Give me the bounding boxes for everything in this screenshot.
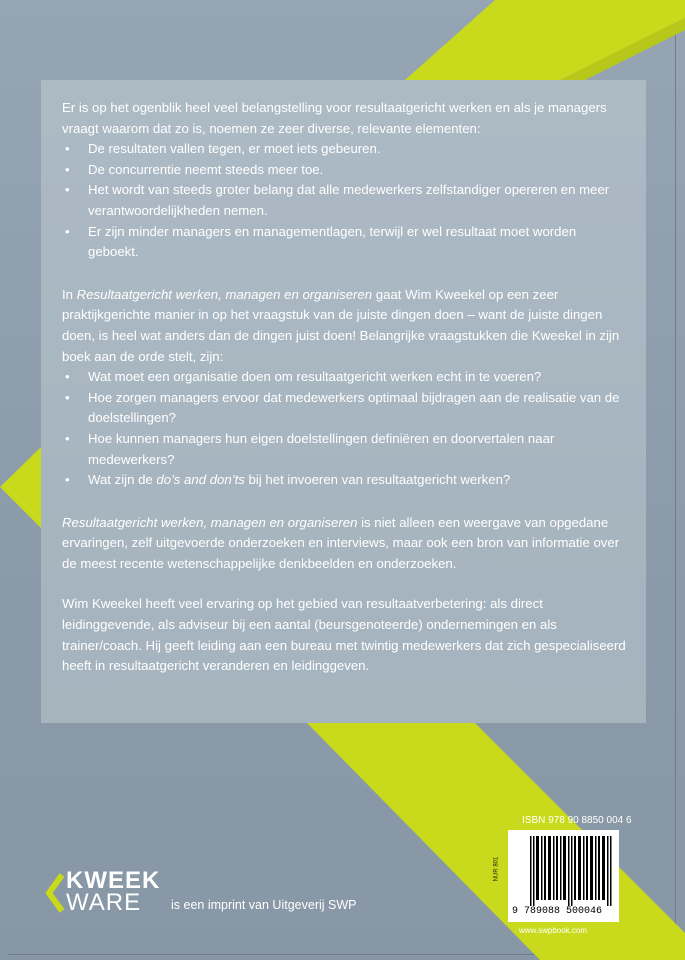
book-summary-paragraph: In Resultaatgericht werken, managen en organiseren gaat Wim Kweekel op een zeer praktijkgerichte manier in op het vraagstuk van de juiste dingen doen – want de juiste dingen doen, is heel wat anders dan de dingen juist doen! Belangrijke vraagstukken die Kweekel in zijn boek aan de orde stelt, zijn: [62,286,620,364]
sources-paragraph: Resultaatgericht werken, managen en organiseren is niet alleen een weergave van opgedane ervaringen, zelf uitgevoerde onderzoeken en interviews, maar ook een bron van informatie over de meest recente wetenschappelijke denkbeelden en onderzoeken. [62,514,620,571]
list-item: • Hoe zorgen managers ervoor dat medewerkers optimaal bijdragen aan de realisatie van de doelstellingen? [62,388,630,429]
isbn-text: ISBN 978 90 8850 004 6 [522,815,632,826]
barcode-bars [530,836,614,906]
list-item: • De resultaten vallen tegen, er moet iets gebeuren. [62,139,630,160]
logo-line-1: KWEEK [66,867,161,894]
left-arrow-stripe [0,447,41,528]
logo-line-2: WARE [66,889,142,916]
kweekware-logo [44,869,164,915]
barcode-number: 9 789088 500046 [512,906,603,917]
list-item: • Hoe kunnen managers hun eigen doelstellingen definiëren en doorvertalen naar medewerkers? [62,429,630,470]
book-title: Resultaatgericht werken, managen en organiseren [76,286,373,302]
questions-list [62,367,630,491]
back-cover-text [62,98,630,677]
list-item: • De concurrentie neemt steeds meer toe. [62,160,630,181]
list-item: • Wat moet een organisatie doen om resultaatgericht werken echt in te voeren? [62,367,630,388]
publisher-url: www.swpbook.com [519,926,588,935]
chevron-left-icon [44,871,66,915]
list-item: • Er zijn minder managers en managementlagen, terwijl er wel resultaat moet worden geboekt. [62,222,630,263]
reasons-list [62,139,630,263]
author-bio-paragraph: Wim Kweekel heeft veel ervaring op het gebied van resultaatverbetering: als direct leidinggevende, als adviseur bij een aantal (beursgenoteerde) ondernemingen en als trainer/coach. Hij geeft leiding aan een bureau met twintig medewerkers dat zich gespecialiseerd heeft in resultaatgericht veranderen en leidinggeven. [62,596,626,674]
nur-code: NUR 801 [493,856,500,882]
imprint-text: is een imprint van Uitgeverij SWP [171,898,357,912]
list-item: • Het wordt van steeds groter belang dat alle medewerkers zelfstandiger opereren en meer verantwoordelijkheden nemen. [62,180,630,221]
intro-paragraph: Er is op het ogenblik heel veel belangstelling voor resultaatgericht werken en als je managers vraagt waarom dat zo is, noemen ze zeer diverse, relevante elementen: [62,100,607,136]
bottom-stripe [307,723,685,960]
book-title: Resultaatgericht werken, managen en organiseren [62,514,358,530]
list-item: • Wat zijn de do’s and don’ts bij het invoeren van resultaatgericht werken? [62,470,630,491]
